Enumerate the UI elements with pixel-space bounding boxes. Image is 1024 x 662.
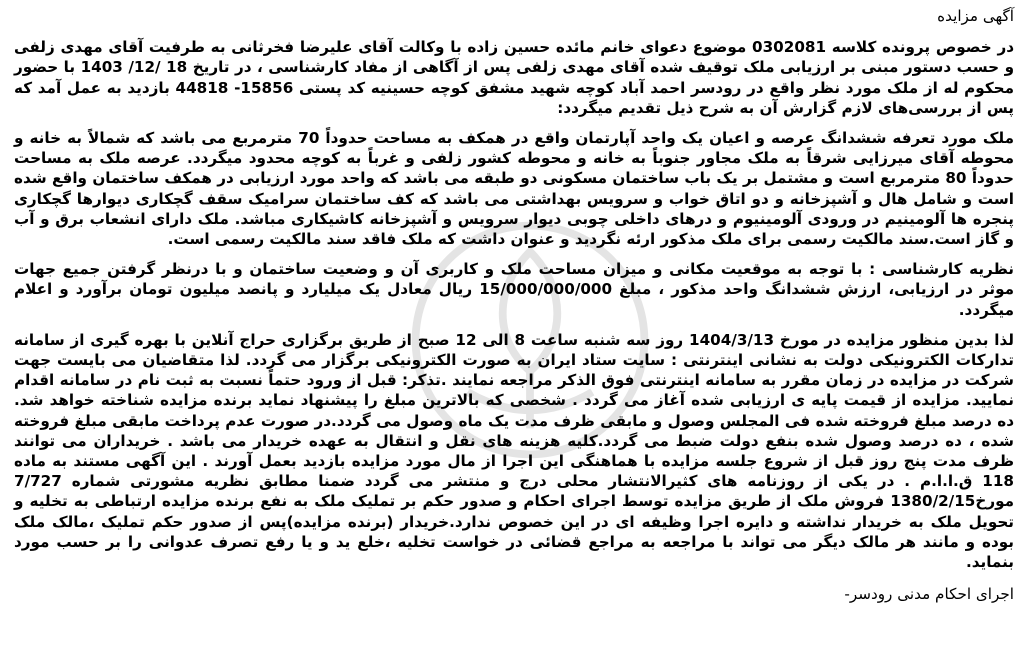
notice-title: آگهی مزایده [937,7,1014,25]
notice-signature: اجرای احکام مدنی رودسر- [844,585,1014,604]
notice-paragraph-expert-opinion: نظریه کارشناسی : با توجه به موقعیت مکانی و میزان مساحت ملک و کاربری آن و وضعیت ساختمان و با درنظر گرفتن جمیع جهات موثر در ارزیابی، ارزش ششدانگ واحد مذکور ، مبلغ 15/000/000/000 ریال معادل یک میلیارد و پانصد میلیون تومان برآورد و اعلام میگردد. [14,260,1014,319]
notice-paragraph-property-description: ملک مورد تعرفه ششدانگ عرصه و اعیان یک واحد آپارتمان واقع در همکف به مساحت حدوداً 70 مترمربع می باشد که شمالاً به خانه و محوطه آقای میرزایی شرقاً به ملک مجاور جنوباً به خانه و محوطه کشور زلفی و غرباً به کوچه محدود میگردد. عرصه ملک به مساحت حدوداً 80 مترمربع است و مشتمل بر یک باب ساختمان مسکونی دو طبقه می باشد که واحد مورد ارزیابی در همکف ساختمان واقع شده است و شامل هال و آشپزخانه و دو اتاق خواب و سرویس بهداشتی می باشد که کف ساختمان سرامیک سقف گچکاری دیوارها گچکاری پنجره ها آلومینیم در ورودی آلومینیوم و درهای داخلی چوبی دیوار سرویس و آشپزخانه کاشیکاری مباشد. ملک دارای انشعاب برق و آب و گاز است.سند مالکیت رسمی برای ملک مذکور ارئه نگردید و عنوان داشت که ملک فاقد سند مالکیت رسمی است. [14,129,1015,249]
notice-paragraph-auction-terms: لذا بدین منظور مزایده در مورخ 1404/3/13 روز سه شنبه ساعت 8 الی 12 صبح از طریق برگزاری حراج آنلاین با بهره گیری از سامانه تدارکات الکترونیکی دولت به نشانی اینترنتی : سایت ستاد ایران به صورت الکترونیکی برگزار می گردد. لذا متقاضیان می بایست جهت شرکت در مزایده در زمان مقرر به سامانه اینترنتی فوق الذکر مراجعه نمایند .تذکر: قبل از ورود حتماً نسبت به ثبت نام در سامانه اقدام نمایید. مزایده از قیمت پایه ی ارزیابی شده آغاز می گردد . شخصی که بالاترین مبلغ را پیشنهاد نماید برنده مزایده شناخته خواهد شد. ده درصد مبلغ فروخته شده فی المجلس وصول و مابقی ظرف مدت یک ماه وصول می گردد.در صورت عدم پرداخت مابقی مبلغ فروخته شده ، ده درصد وصول شده بنفع دولت ضبط می گردد.کلیه هزینه های نقل و انتقال به عهده خریدار می باشد . خریداران می توانند ظرف مدت پنج روز قبل از شروع جلسه مزایده با هماهنگی این اجرا از مال مورد مزایده بازدید بعمل آورند . این آگهی مستند به ماده 118 ق.ا.ا.م . در یکی از روزنامه های کثیرالانتشار محلی درج و منتشر می گردد ضمنا مطابق نظریه مشورتی شماره 7/727 مورخ1380/2/15 فروش ملک از طریق مزایده توسط اجرای احکام و صدور حکم بر تملیک ملک به نفع برنده مزایده ارتباطی به تخلیه و تحویل ملک به خریدار نداشته و دایره اجرا وظیفه ای در این خصوص ندارد.خریدار (برنده مزایده)پس از صدور حکم تملیک ،مالک ملک بوده و مانند هر مالک دیگر می تواند با مراجعه به مراجع قضائی در خواست تخلیه ،خلع ید و یا رفع تصرف عدوانی را بر حسب مورد بنماید. [14,330,1014,572]
notice-paragraph-intro: در خصوص پرونده کلاسه 0302081 موضوع دعوای خانم مائده حسین زاده با وکالت آقای علیرضا فخرثانی به طرفیت آقای مهدی زلفی و حسب دستور مبنی بر ارزیابی ملک توقیف شده آقای مهدی زلفی پس از آگاهی از مفاد کارشناسی ، در تاریخ 18 /12/ 1403 با حضور محکوم له از ملک مورد نظر واقع در رودسر احمد آباد کوچه شهید مشفق کوچه حسینیه کد پستی 15856- 44818 بازدید به عمل آمد که پس از بررسی‌های لازم گزارش آن به شرح ذیل تقدیم میگردد: [14,38,1015,117]
